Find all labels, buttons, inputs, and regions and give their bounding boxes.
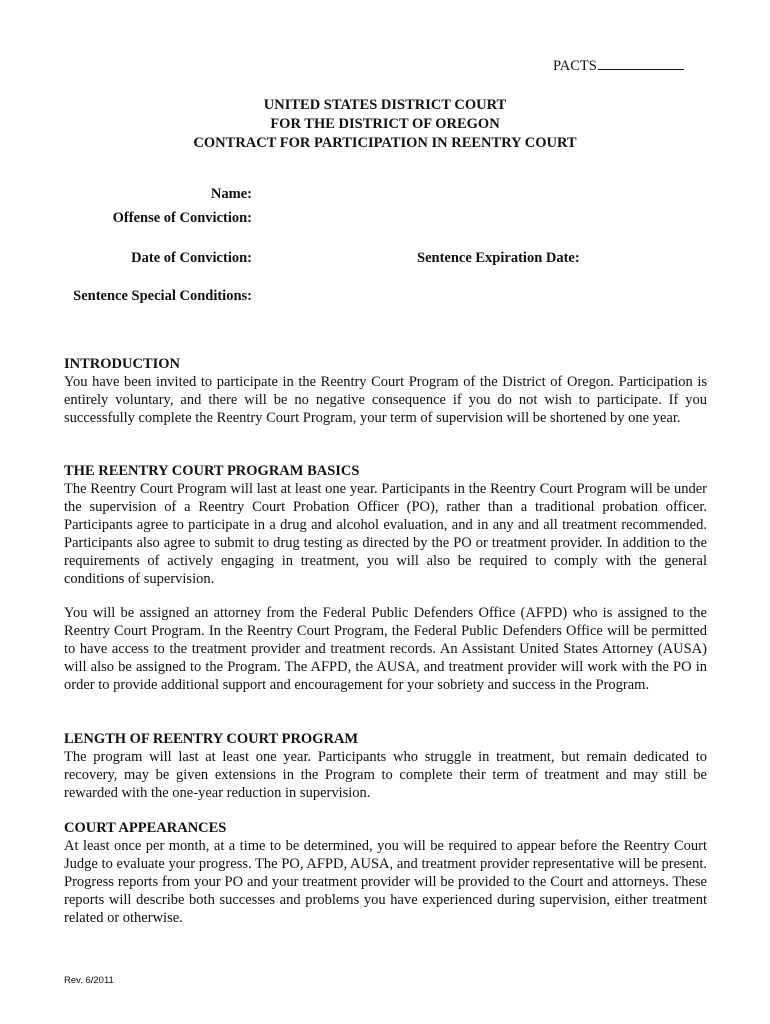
sentence-expiration-label: Sentence Expiration Date: xyxy=(417,250,580,266)
pacts-field xyxy=(553,56,684,75)
offense-label: Offense of Conviction: xyxy=(112,210,252,226)
district-name: FOR THE DISTRICT OF OREGON xyxy=(270,116,500,132)
length-heading: LENGTH OF REENTRY COURT PROGRAM xyxy=(64,731,359,747)
basics-body-2: You will be assigned an attorney from the Federal Public Defenders Office (AFPD) who is assigned to the Reentry Court Program. In the Reentry Court Program, the Federal Public Defenders Office will be permitted to have access to the treatment provider and treatment records. An Assistant United States Attorney (AUSA) will also be assigned to the Program. The AFPD, the AUSA, and treatment provider will work with the PO in order to provide additional support and encouragement for your sobriety and success in the Program. xyxy=(64,605,707,693)
appearances-section xyxy=(64,819,707,927)
introduction-body: You have been invited to participate in the Reentry Court Program of the District of Oregon. Participation is entirely voluntary, and there will be no negative consequence if you do not wish to participate. If you successfully complete the Reentry Court Program, your term of supervision will be shortened by one year. xyxy=(64,374,707,426)
basics-section xyxy=(64,462,707,588)
introduction-heading: INTRODUCTION xyxy=(64,356,181,372)
basics-body-1: The Reentry Court Program will last at least one year. Participants in the Reentry Court Program will be under the supervision of a Reentry Court Probation Officer (PO), rather than a traditional probation officer. Participants agree to participate in a drug and alcohol evaluation, and in any and all treatment recommended. Participants also agree to submit to drug testing as directed by the PO or treatment provider. In addition to the requirements of actively engaging in treatment, you will also be required to comply with the general conditions of supervision. xyxy=(64,481,707,587)
appearances-body: At least once per month, at a time to be determined, you will be required to appear before the Reentry Court Judge to evaluate your progress. The PO, AFPD, AUSA, and treatment provider representative will be present. Progress reports from your PO and your treatment provider will be provided to the Court and attorneys. These reports will describe both successes and problems you have experienced during supervision, either treatment related or otherwise. xyxy=(64,838,707,926)
pacts-blank-line[interactable] xyxy=(598,56,684,70)
appearances-heading: COURT APPEARANCES xyxy=(64,820,227,836)
basics-section-continued xyxy=(64,604,707,694)
date-of-conviction-label: Date of Conviction: xyxy=(131,250,252,266)
document-header xyxy=(0,96,770,153)
length-section xyxy=(64,730,707,802)
document-title: CONTRACT FOR PARTICIPATION IN REENTRY COURT xyxy=(193,135,577,151)
name-label: Name: xyxy=(210,186,252,202)
pacts-label: PACTS xyxy=(553,58,597,74)
basics-heading: THE REENTRY COURT PROGRAM BASICS xyxy=(64,463,360,479)
length-body: The program will last at least one year. Participants who struggle in treatment, but remain dedicated to recovery, may be given extensions in the Program to complete their term of treatment and may still be rewarded with the one-year reduction in supervision. xyxy=(64,749,707,801)
introduction-section xyxy=(64,355,707,427)
court-name: UNITED STATES DISTRICT COURT xyxy=(263,97,507,113)
revision-footer: Rev. 6/2011 xyxy=(64,975,114,986)
special-conditions-label: Sentence Special Conditions: xyxy=(73,288,252,304)
